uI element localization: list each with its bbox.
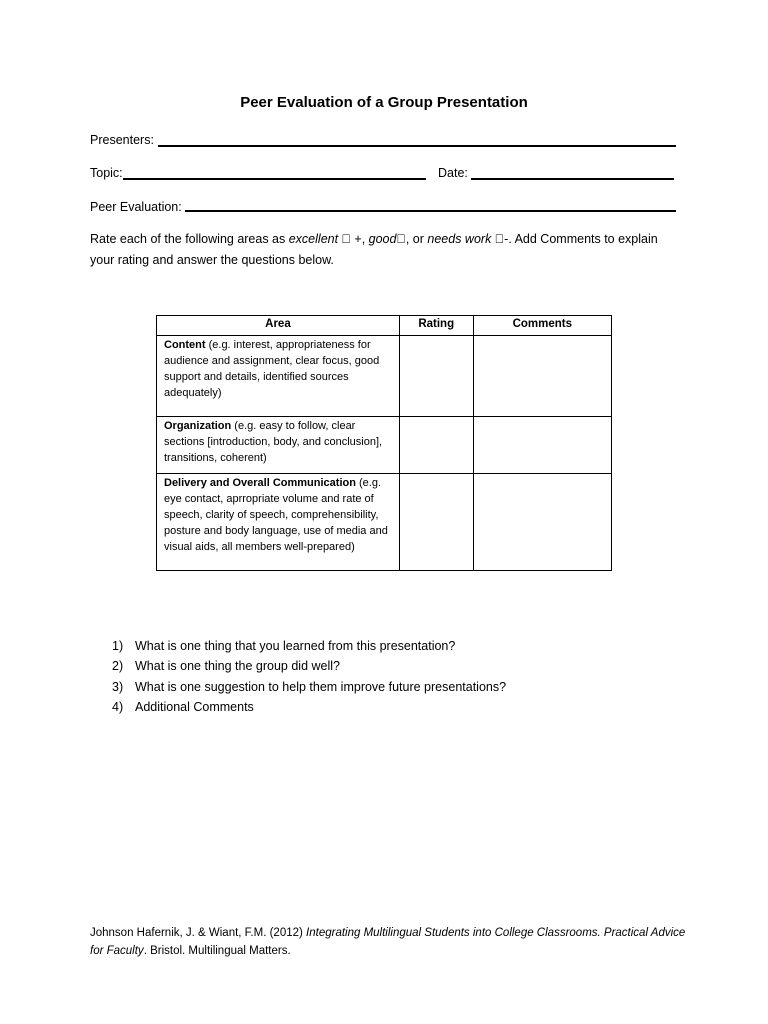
table-header-row [157,316,612,336]
area-name-content: Content [164,339,206,351]
intro-text-2:   +, [338,232,369,246]
question-number: 1) [112,639,124,653]
intro-text-1: Rate each of the following areas as [90,232,289,246]
rating-header: Rating [399,316,473,336]
question-number: 2) [112,659,124,674]
page-title: Peer Evaluation of a Group Presentation [240,94,528,111]
table-row-content [157,336,612,417]
comments-header: Comments [473,316,611,336]
date-label: Date: [438,166,468,180]
comments-cell-content[interactable] [473,336,611,417]
area-description-delivery: (e.g. eye contact, aprropriate volume and rate of speech, clarity of speech, comprehensibility, posture and body language, use of media and visual aids, all members well-prepared) [164,477,388,553]
intro-good: good [368,232,397,246]
questions-list [112,636,506,717]
intro-needs-work: needs work [427,232,492,246]
area-name-delivery: Delivery and Overall Communication [164,477,356,489]
area-header: Area [157,316,400,336]
citation [90,924,690,960]
citation-publisher: . Bristol. Multilingual Matters. [143,945,291,957]
topic-label: Topic: [90,166,123,180]
area-cell-organization [157,417,400,474]
comments-cell-organization[interactable] [473,417,611,474]
list-item [112,636,506,656]
question-text: Additional Comments [135,699,254,714]
rating-cell-delivery[interactable] [399,474,473,571]
date-field [438,165,678,183]
question-text: What is one thing that you learned from this presentation? [135,639,456,653]
date-input-line[interactable] [471,178,674,180]
question-number: 4) [112,699,124,714]
rating-cell-organization[interactable] [399,417,473,474]
peer-evaluation-input-line[interactable] [185,210,676,212]
area-name-organization: Organization [164,420,232,432]
evaluation-table [156,315,612,571]
area-description-organization: (e.g. easy to follow, clear sections [introduction, body, and conclusion], transitions, coherent) [164,420,383,464]
peer-evaluation-field [90,199,680,217]
citation-authors: Johnson Hafernik, J. & Wiant, F.M. (2012) [90,927,307,939]
presenters-field [90,132,680,150]
rating-cell-content[interactable] [399,336,473,417]
area-description-content: (e.g. interest, appropriateness for audience and assignment, clear focus, good support and details, identified sources adequately) [164,339,380,399]
area-cell-content [157,336,400,417]
intro-text-3:  , or [396,232,428,246]
question-text: What is one suggestion to help them improve future presentations? [135,679,507,694]
citation-book-title: Integrating Multilingual Students into College Classrooms. Practical Advice for Faculty [90,927,686,957]
area-cell-delivery [157,474,400,571]
list-item [112,677,506,697]
intro-text-4:  -. Add Comments to explain your rating and answer the questions below. [90,232,658,267]
table-row-organization [157,417,612,474]
question-text: What is one thing the group did well? [135,659,340,674]
question-number: 3) [112,679,124,694]
list-item [112,697,506,717]
topic-input-line[interactable] [123,178,426,180]
instructions-paragraph [90,229,680,271]
presenters-input-line[interactable] [158,145,676,147]
table-row-delivery [157,474,612,571]
presenters-label: Presenters: [90,133,154,147]
comments-cell-delivery[interactable] [473,474,611,571]
topic-field [90,165,430,183]
peer-evaluation-label: Peer Evaluation: [90,200,182,214]
list-item [112,656,506,676]
intro-excellent: excellent [288,232,339,246]
